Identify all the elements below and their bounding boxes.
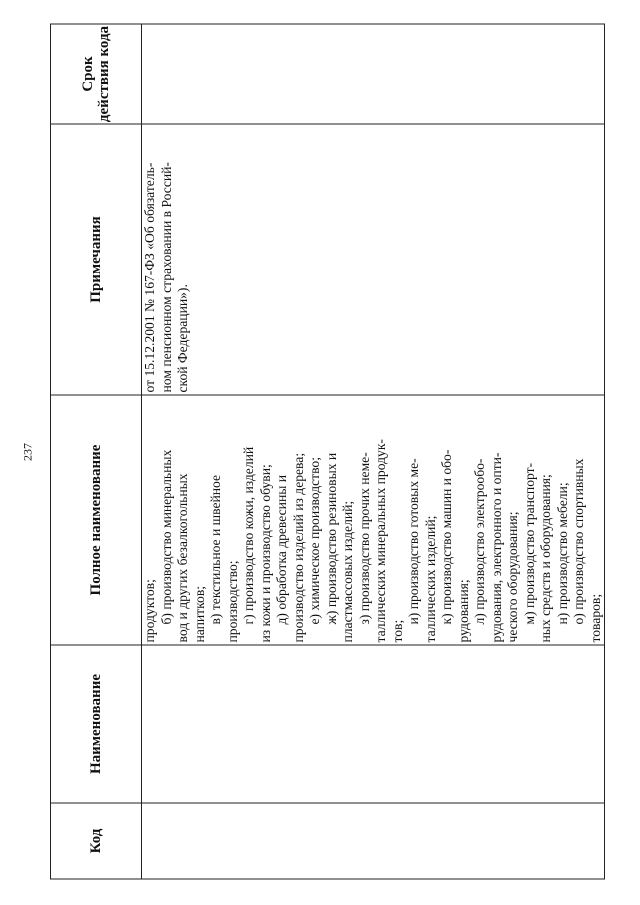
full-name-line: е) химическое производство; xyxy=(307,457,322,625)
page-number: 237 xyxy=(20,443,35,461)
full-name-line: в) текстильное и швейное xyxy=(208,474,223,625)
full-name-text xyxy=(142,396,604,645)
header-code: Код xyxy=(51,803,142,879)
full-name-line: б) производство минеральных xyxy=(158,449,174,625)
full-name-line: из кожи и производство обуви; xyxy=(257,464,273,643)
full-name-line: к) производство машин и обо- xyxy=(439,449,454,625)
full-name-line: и) производство готовых ме- xyxy=(406,458,421,625)
header-validity: Срок действия кода xyxy=(51,24,142,124)
full-name-line: вод и других безалкогольных xyxy=(175,473,190,643)
document-table-sheet xyxy=(50,25,603,880)
codes-table xyxy=(50,24,605,880)
full-name-line: рудования; xyxy=(455,579,471,643)
full-name-line: г) производство кожи, изделий xyxy=(241,446,256,625)
full-name-line: ческого оборудования; xyxy=(505,511,520,643)
header-name: Наименование xyxy=(51,645,142,803)
full-name-line: л) производство электрообо- xyxy=(472,458,487,625)
full-name-line: з) производство прочих неме- xyxy=(356,452,372,625)
notes-text xyxy=(142,125,192,395)
notes-line: ской Федерации»). xyxy=(175,284,190,393)
header-notes: Примечания xyxy=(51,124,142,395)
full-name-line: ж) производство резиновых и xyxy=(323,452,339,625)
full-name-line: таллических изделий; xyxy=(422,515,438,643)
cell-code xyxy=(142,803,605,879)
table-row xyxy=(142,24,605,879)
full-name-line: о) производство спортивных xyxy=(571,458,586,625)
full-name-line: продуктов; xyxy=(142,579,157,643)
full-name-line: производство изделий из дерева; xyxy=(290,452,306,643)
full-name-line: таллических минеральных продук- xyxy=(373,439,388,643)
full-name-line: тов; xyxy=(389,619,405,643)
full-name-line: ных средств и оборудования; xyxy=(538,474,553,643)
full-name-line: товаров; xyxy=(587,593,603,643)
cell-validity xyxy=(142,24,605,124)
header-full-name: Полное наименование xyxy=(51,395,142,645)
full-name-line: напитков; xyxy=(191,585,207,643)
full-name-line: н) производство мебели; xyxy=(554,482,570,625)
notes-line: от 15.12.2001 № 167-ФЗ «Об обязатель- xyxy=(142,162,157,393)
cell-full-name xyxy=(142,395,605,645)
full-name-line: производство; xyxy=(224,560,240,643)
full-name-line: пластмассовых изделий; xyxy=(340,500,355,643)
full-name-line: рудования, электронного и опти- xyxy=(488,452,504,643)
cell-name xyxy=(142,645,605,803)
full-name-line: м) производство транспорт- xyxy=(521,462,537,625)
notes-line: ном пенсионном страховании в Россий- xyxy=(158,162,174,393)
full-name-line: д) обработка древесины и xyxy=(274,474,289,625)
table-header-row xyxy=(51,24,142,879)
cell-notes xyxy=(142,124,605,395)
